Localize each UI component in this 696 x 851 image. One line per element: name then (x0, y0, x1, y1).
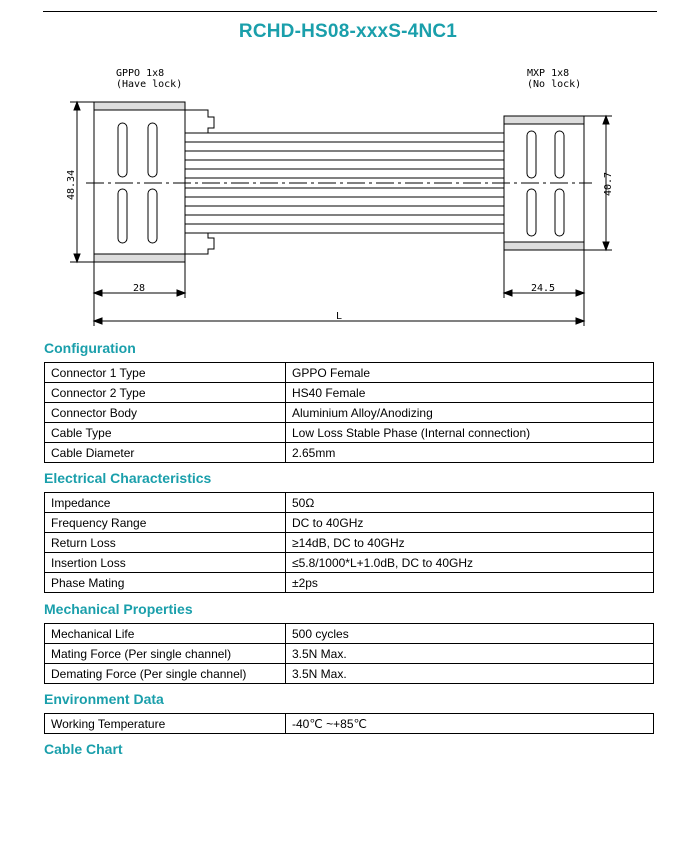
environment-heading: Environment Data (44, 691, 164, 707)
table-row (45, 624, 654, 644)
spec-value: -40℃ ~+85℃ (286, 714, 654, 734)
configuration-heading: Configuration (44, 340, 136, 356)
spec-key: Mechanical Life (45, 624, 286, 644)
right-connector-note: (No lock) (527, 79, 582, 90)
spec-key: Connector Body (45, 403, 286, 423)
spec-value: HS40 Female (286, 383, 654, 403)
left-connector-note: (Have lock) (116, 79, 183, 90)
right-connector-label: MXP 1x8 (527, 68, 570, 79)
spec-value: Low Loss Stable Phase (Internal connection) (286, 423, 654, 443)
table-row (45, 423, 654, 443)
spec-key: Connector 2 Type (45, 383, 286, 403)
spec-key: Connector 1 Type (45, 363, 286, 383)
dim-length: L (336, 311, 343, 322)
table-row (45, 714, 654, 734)
electrical-heading: Electrical Characteristics (44, 470, 212, 486)
spec-value: ≤5.8/1000*L+1.0dB, DC to 40GHz (286, 553, 654, 573)
dim-left-width: 28 (133, 283, 146, 294)
table-row (45, 573, 654, 593)
table-row (45, 403, 654, 423)
dim-right-width: 24.5 (531, 283, 556, 294)
spec-value: 2.65mm (286, 443, 654, 463)
spec-value: 50Ω (286, 493, 654, 513)
cable-drawing (40, 55, 660, 330)
mechanical-table (44, 623, 654, 684)
spec-value: ±2ps (286, 573, 654, 593)
spec-value: ≥14dB, DC to 40GHz (286, 533, 654, 553)
spec-key: Return Loss (45, 533, 286, 553)
table-row (45, 513, 654, 533)
spec-key: Impedance (45, 493, 286, 513)
table-row (45, 493, 654, 513)
spec-value: 500 cycles (286, 624, 654, 644)
table-row (45, 363, 654, 383)
cable-chart-heading: Cable Chart (44, 741, 123, 757)
spec-key: Cable Type (45, 423, 286, 443)
spec-value: 3.5N Max. (286, 664, 654, 684)
spec-value: 3.5N Max. (286, 644, 654, 664)
table-row (45, 644, 654, 664)
table-row (45, 664, 654, 684)
left-connector-label: GPPO 1x8 (116, 68, 165, 79)
spec-value: DC to 40GHz (286, 513, 654, 533)
spec-value: GPPO Female (286, 363, 654, 383)
top-rule (43, 11, 657, 12)
dim-left-height: 48.34 (66, 169, 77, 200)
spec-key: Working Temperature (45, 714, 286, 734)
spec-key: Demating Force (Per single channel) (45, 664, 286, 684)
page-title: RCHD-HS08-xxxS-4NC1 (238, 21, 458, 42)
configuration-table (44, 362, 654, 463)
table-row (45, 383, 654, 403)
environment-table (44, 713, 654, 734)
dim-right-height: 40.7 (603, 171, 614, 196)
table-row (45, 553, 654, 573)
spec-key: Phase Mating (45, 573, 286, 593)
spec-key: Frequency Range (45, 513, 286, 533)
spec-key: Insertion Loss (45, 553, 286, 573)
spec-key: Cable Diameter (45, 443, 286, 463)
electrical-table (44, 492, 654, 593)
mechanical-heading: Mechanical Properties (44, 601, 193, 617)
table-row (45, 533, 654, 553)
spec-key: Mating Force (Per single channel) (45, 644, 286, 664)
table-row (45, 443, 654, 463)
spec-value: Aluminium Alloy/Anodizing (286, 403, 654, 423)
